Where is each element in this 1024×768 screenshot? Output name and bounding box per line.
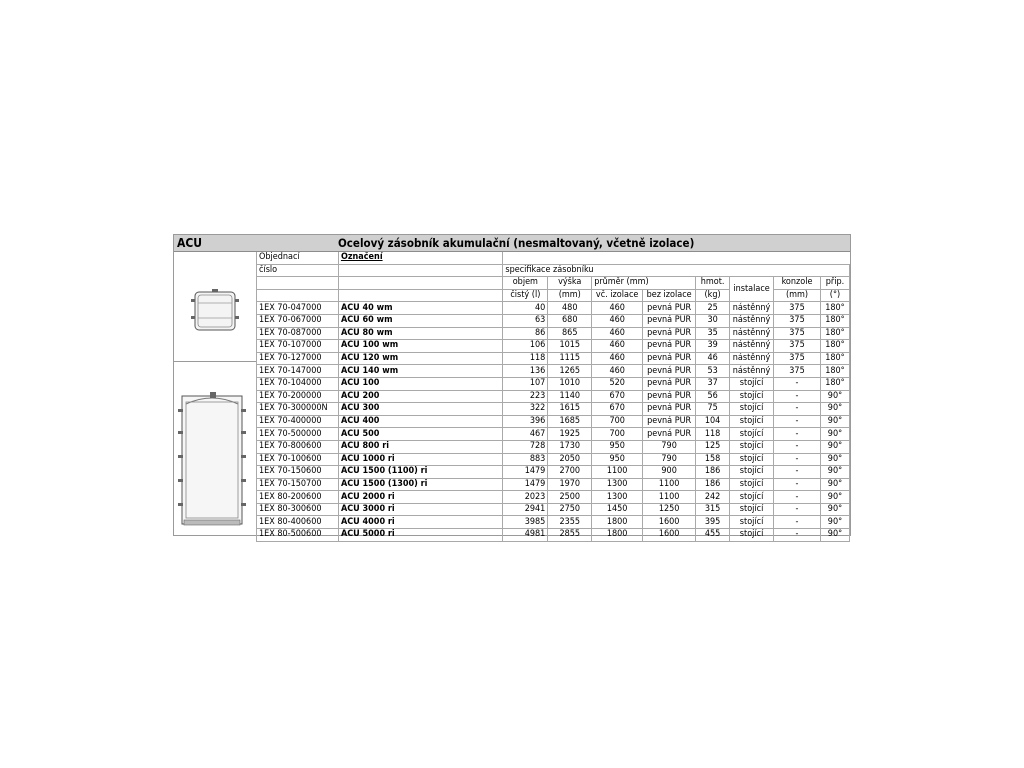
diameter-without-insulation-cell: 900 [643, 466, 696, 479]
order-number-cell: 1EX 70-127000 [257, 352, 339, 365]
volume-cell: 136 [503, 365, 548, 378]
connection-angle-cell: 90° [820, 403, 849, 416]
spec-group-header: specifikace zásobníku [503, 264, 850, 277]
designation-cell: ACU 1000 ri [338, 453, 502, 466]
order-number-cell: 1EX 70-047000 [257, 302, 339, 315]
height-cell: 2500 [548, 491, 592, 504]
installation-cell: stojící [730, 466, 774, 479]
order-number-cell: 1EX 80-200600 [257, 491, 339, 504]
table-row [257, 314, 850, 327]
volume-cell: 118 [503, 352, 548, 365]
installation-cell: nástěnný [730, 327, 774, 340]
height-cell: 1140 [548, 390, 592, 403]
table-row [257, 352, 850, 365]
designation-header: Označení [338, 252, 502, 264]
installation-cell: stojící [730, 440, 774, 453]
weight-header: hmot. [696, 277, 730, 290]
weight-cell: 25 [696, 302, 730, 315]
volume-cell: 107 [503, 377, 548, 390]
diameter-with-insulation-cell: 1450 [592, 503, 643, 516]
bracket-cell: - [774, 403, 821, 416]
diameter-without-insulation-cell: pevná PUR [643, 415, 696, 428]
order-number-cell: 1EX 70-147000 [257, 365, 339, 378]
height-cell: 2855 [548, 529, 592, 542]
height-cell: 2700 [548, 466, 592, 479]
weight-cell: 46 [696, 352, 730, 365]
table-row [257, 302, 850, 315]
connection-angle-cell: 90° [820, 478, 849, 491]
weight-cell: 53 [696, 365, 730, 378]
weight-cell: 35 [696, 327, 730, 340]
volume-cell: 728 [503, 440, 548, 453]
weight-cell: 395 [696, 516, 730, 529]
installation-cell: stojící [730, 453, 774, 466]
order-number-cell: 1EX 70-150700 [257, 478, 339, 491]
installation-cell: nástěnný [730, 365, 774, 378]
volume-cell: 396 [503, 415, 548, 428]
height-cell: 480 [548, 302, 592, 315]
bracket-cell: 375 [774, 302, 821, 315]
table-row [257, 453, 850, 466]
height-cell: 1730 [548, 440, 592, 453]
diameter-without-insulation-cell: pevná PUR [643, 327, 696, 340]
diameter-with-insulation-cell: 1800 [592, 529, 643, 542]
height-cell: 1925 [548, 428, 592, 441]
connection-angle-cell: 180° [820, 314, 849, 327]
designation-cell: ACU 100 [338, 377, 502, 390]
diameter-without-insulation-cell: 1600 [643, 529, 696, 542]
height-cell: 680 [548, 314, 592, 327]
volume-cell: 223 [503, 390, 548, 403]
weight-cell: 455 [696, 529, 730, 542]
connection-angle-cell: 90° [820, 529, 849, 542]
volume-cell: 3985 [503, 516, 548, 529]
product-pictures [174, 252, 256, 535]
installation-cell: stojící [730, 516, 774, 529]
diameter-with-insulation-cell: 460 [592, 314, 643, 327]
diameter-with-insulation-cell: 670 [592, 390, 643, 403]
table-row [257, 365, 850, 378]
designation-cell: ACU 140 wm [338, 365, 502, 378]
standing-tank-image [174, 362, 256, 535]
height-cell: 1015 [548, 340, 592, 353]
connection-angle-cell: 180° [820, 352, 849, 365]
bracket-cell: - [774, 428, 821, 441]
order-number-cell: 1EX 80-300600 [257, 503, 339, 516]
wall-tank-picture-box [174, 252, 257, 362]
designation-cell: ACU 1500 (1300) ri [338, 478, 502, 491]
volume-cell: 322 [503, 403, 548, 416]
height-cell: 865 [548, 327, 592, 340]
order-number-cell: 1EX 70-107000 [257, 340, 339, 353]
bracket-cell: - [774, 415, 821, 428]
bracket-cell: - [774, 529, 821, 542]
table-row [257, 529, 850, 542]
diameter-without-insulation-cell: 1600 [643, 516, 696, 529]
volume-cell: 1479 [503, 466, 548, 479]
installation-cell: stojící [730, 478, 774, 491]
table-row [257, 440, 850, 453]
order-number-cell: 1EX 80-500600 [257, 529, 339, 542]
height-cell: 1685 [548, 415, 592, 428]
diameter-with-insulation-cell: 1800 [592, 516, 643, 529]
diameter-without-insulation-cell: pevná PUR [643, 377, 696, 390]
diameter-with-insulation-cell: 700 [592, 415, 643, 428]
diameter-without-insulation-cell: 790 [643, 440, 696, 453]
height-cell: 2050 [548, 453, 592, 466]
volume-cell: 2941 [503, 503, 548, 516]
diameter-without-insulation-cell: pevná PUR [643, 302, 696, 315]
volume-cell: 1479 [503, 478, 548, 491]
volume-cell: 40 [503, 302, 548, 315]
designation-cell: ACU 400 [338, 415, 502, 428]
installation-cell: stojící [730, 390, 774, 403]
bracket-cell: 375 [774, 365, 821, 378]
installation-cell: stojící [730, 428, 774, 441]
connection-angle-cell: 90° [820, 440, 849, 453]
volume-cell: 467 [503, 428, 548, 441]
weight-cell: 158 [696, 453, 730, 466]
connection-header-unit: (°) [820, 289, 849, 302]
designation-cell: ACU 120 wm [338, 352, 502, 365]
diameter-header: průměr (mm) [592, 277, 696, 290]
installation-cell: stojící [730, 503, 774, 516]
table-row [257, 390, 850, 403]
diameter-without-insulation-cell: pevná PUR [643, 428, 696, 441]
bracket-cell: - [774, 516, 821, 529]
designation-cell: ACU 40 wm [338, 302, 502, 315]
order-number-cell: 1EX 70-067000 [257, 314, 339, 327]
diameter-without-insulation-cell: 790 [643, 453, 696, 466]
diameter-with-insulation-cell: 1100 [592, 466, 643, 479]
height-cell: 1970 [548, 478, 592, 491]
bracket-cell: - [774, 453, 821, 466]
bracket-cell: - [774, 491, 821, 504]
installation-cell: nástěnný [730, 314, 774, 327]
bracket-header: konzole [774, 277, 821, 290]
volume-cell: 63 [503, 314, 548, 327]
volume-header: objem [503, 277, 548, 290]
weight-cell: 39 [696, 340, 730, 353]
order-number-cell: 1EX 80-400600 [257, 516, 339, 529]
volume-cell: 4981 [503, 529, 548, 542]
table-row [257, 516, 850, 529]
height-cell: 1615 [548, 403, 592, 416]
diameter-without-insulation-cell: pevná PUR [643, 314, 696, 327]
weight-cell: 315 [696, 503, 730, 516]
table-row [257, 491, 850, 504]
bracket-cell: 375 [774, 352, 821, 365]
weight-cell: 242 [696, 491, 730, 504]
product-sheet [173, 234, 851, 540]
connection-angle-cell: 180° [820, 327, 849, 340]
weight-cell: 186 [696, 466, 730, 479]
order-number-cell: 1EX 70-800600 [257, 440, 339, 453]
diameter-without-insulation-cell: pevná PUR [643, 365, 696, 378]
bracket-cell: - [774, 466, 821, 479]
diameter-without-insulation-cell: pevná PUR [643, 352, 696, 365]
diameter-with-insulation-cell: 520 [592, 377, 643, 390]
diameter-without-insulation-cell: 1100 [643, 491, 696, 504]
order-number-cell: 1EX 70-400000 [257, 415, 339, 428]
diameter-with-insulation-cell: 1300 [592, 491, 643, 504]
weight-cell: 125 [696, 440, 730, 453]
designation-cell: ACU 80 wm [338, 327, 502, 340]
weight-cell: 30 [696, 314, 730, 327]
table-row [257, 340, 850, 353]
installation-cell: nástěnný [730, 340, 774, 353]
diameter-with-insulation-cell: 460 [592, 327, 643, 340]
bracket-cell: 375 [774, 314, 821, 327]
bracket-header-unit: (mm) [774, 289, 821, 302]
table-row [257, 327, 850, 340]
height-cell: 2355 [548, 516, 592, 529]
table-row [257, 415, 850, 428]
diameter-with-insulation-cell: 700 [592, 428, 643, 441]
title-bar [174, 235, 850, 252]
bracket-cell: 375 [774, 327, 821, 340]
weight-cell: 118 [696, 428, 730, 441]
diameter-with-insulation-cell: 460 [592, 302, 643, 315]
connection-angle-cell: 180° [820, 302, 849, 315]
installation-header: instalace [730, 277, 774, 302]
order-number-header: Objednací [257, 252, 339, 264]
order-number-cell: 1EX 70-150600 [257, 466, 339, 479]
installation-cell: stojící [730, 403, 774, 416]
diameter-without-insulation-cell: pevná PUR [643, 340, 696, 353]
weight-cell: 56 [696, 390, 730, 403]
diameter-with-insulation-cell: 460 [592, 352, 643, 365]
diameter-without-insulation-cell: pevná PUR [643, 403, 696, 416]
connection-angle-cell: 90° [820, 516, 849, 529]
connection-angle-cell: 180° [820, 365, 849, 378]
height-header-unit: (mm) [548, 289, 592, 302]
designation-cell: ACU 4000 ri [338, 516, 502, 529]
wall-mounted-tank-image [174, 252, 256, 361]
installation-cell: nástěnný [730, 352, 774, 365]
designation-cell: ACU 200 [338, 390, 502, 403]
designation-cell: ACU 3000 ri [338, 503, 502, 516]
bracket-cell: - [774, 377, 821, 390]
order-number-cell: 1EX 70-500000 [257, 428, 339, 441]
standing-tank-picture-box [174, 362, 257, 535]
diameter-with-insulation-cell: 460 [592, 340, 643, 353]
order-number-header-line2: číslo [257, 264, 339, 277]
diameter-without-insulation-header: bez izolace [643, 289, 696, 302]
connection-angle-cell: 90° [820, 466, 849, 479]
diameter-without-insulation-cell: 1250 [643, 503, 696, 516]
table-row [257, 478, 850, 491]
table-row [257, 377, 850, 390]
bracket-cell: - [774, 478, 821, 491]
designation-cell: ACU 300 [338, 403, 502, 416]
installation-cell: stojící [730, 529, 774, 542]
table-row [257, 466, 850, 479]
connection-angle-cell: 90° [820, 503, 849, 516]
order-number-cell: 1EX 70-087000 [257, 327, 339, 340]
designation-cell: ACU 5000 ri [338, 529, 502, 542]
weight-cell: 37 [696, 377, 730, 390]
bracket-cell: - [774, 390, 821, 403]
bracket-cell: - [774, 503, 821, 516]
installation-cell: stojící [730, 491, 774, 504]
installation-cell: nástěnný [730, 302, 774, 315]
volume-cell: 86 [503, 327, 548, 340]
designation-cell: ACU 1500 (1100) ri [338, 466, 502, 479]
bracket-cell: - [774, 440, 821, 453]
height-cell: 2750 [548, 503, 592, 516]
installation-cell: stojící [730, 415, 774, 428]
installation-cell: stojící [730, 377, 774, 390]
diameter-with-insulation-cell: 460 [592, 365, 643, 378]
spec-table [256, 252, 850, 542]
order-number-cell: 1EX 70-104000 [257, 377, 339, 390]
connection-angle-cell: 90° [820, 390, 849, 403]
weight-cell: 104 [696, 415, 730, 428]
connection-header: přip. [820, 277, 849, 290]
order-number-cell: 1EX 70-300000N [257, 403, 339, 416]
spec-rows [257, 302, 850, 541]
weight-cell: 186 [696, 478, 730, 491]
table-row [257, 503, 850, 516]
designation-cell: ACU 2000 ri [338, 491, 502, 504]
order-number-cell: 1EX 70-200000 [257, 390, 339, 403]
order-number-cell: 1EX 70-100600 [257, 453, 339, 466]
table-row [257, 428, 850, 441]
connection-angle-cell: 180° [820, 340, 849, 353]
designation-cell: ACU 100 wm [338, 340, 502, 353]
designation-cell: ACU 500 [338, 428, 502, 441]
connection-angle-cell: 90° [820, 428, 849, 441]
designation-cell: ACU 800 ri [338, 440, 502, 453]
diameter-with-insulation-cell: 1300 [592, 478, 643, 491]
diameter-without-insulation-cell: pevná PUR [643, 390, 696, 403]
product-code: ACU [177, 236, 203, 250]
connection-angle-cell: 90° [820, 453, 849, 466]
weight-header-unit: (kg) [696, 289, 730, 302]
connection-angle-cell: 90° [820, 491, 849, 504]
height-cell: 1010 [548, 377, 592, 390]
connection-angle-cell: 180° [820, 377, 849, 390]
table-row [257, 403, 850, 416]
diameter-with-insulation-cell: 670 [592, 403, 643, 416]
volume-header-unit: čistý (l) [503, 289, 548, 302]
volume-cell: 106 [503, 340, 548, 353]
volume-cell: 2023 [503, 491, 548, 504]
designation-cell: ACU 60 wm [338, 314, 502, 327]
weight-cell: 75 [696, 403, 730, 416]
height-cell: 1265 [548, 365, 592, 378]
diameter-with-insulation-header: vč. izolace [592, 289, 643, 302]
diameter-with-insulation-cell: 950 [592, 453, 643, 466]
height-cell: 1115 [548, 352, 592, 365]
sheet-title: Ocelový zásobník akumulační (nesmaltovaný, včetně izolace) [338, 236, 695, 250]
height-header: výška [548, 277, 592, 290]
bracket-cell: 375 [774, 340, 821, 353]
diameter-with-insulation-cell: 950 [592, 440, 643, 453]
diameter-without-insulation-cell: 1100 [643, 478, 696, 491]
connection-angle-cell: 90° [820, 415, 849, 428]
volume-cell: 883 [503, 453, 548, 466]
